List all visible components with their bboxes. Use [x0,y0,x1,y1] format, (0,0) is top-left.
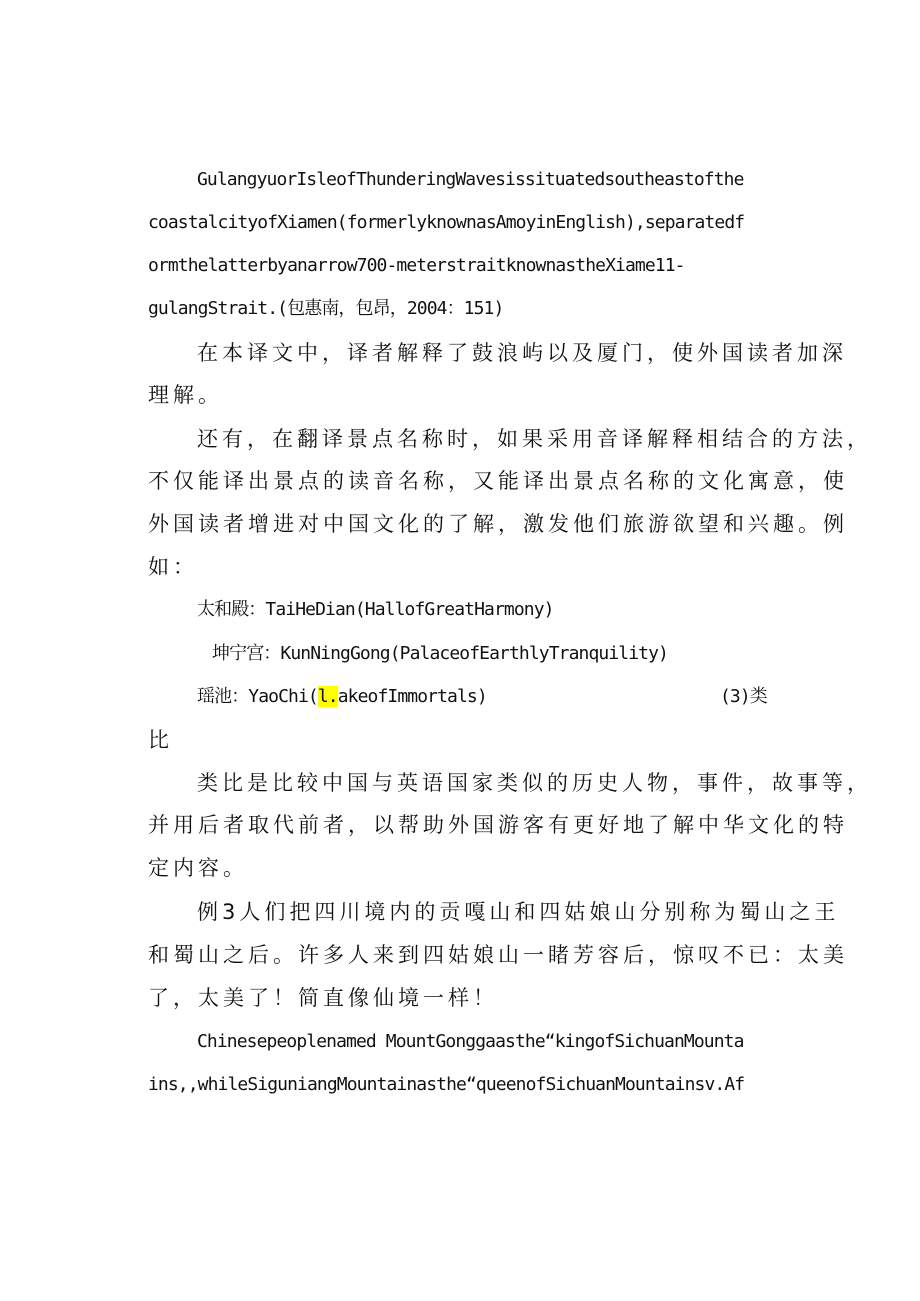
p3-line-4: 如： [148,555,198,579]
p2-line-2: 理解。 [148,383,223,407]
p5-line-3: 了，太美了！简直像仙境一样！ [148,986,498,1010]
p2-line-1: 在本译文中，译者解释了鼓浪屿以及厦门，使外国读者加深 [197,341,847,365]
section-heading-end: 比 [148,728,173,752]
p4-line-3: 定内容。 [148,856,248,880]
p4-line-1: 类比是比较中国与英语国家类似的历史人物，事件，故事等， [197,771,872,795]
p3-line-1: 还有，在翻译景点名称时，如果采用音译解释相结合的方法， [197,427,872,451]
example-yaochi-prefix: 瑶池：YaoChi( [197,686,318,707]
p1-line-2: coastalcityofXiamen(formerlyknownasAmoyinEnglish),separatedf [148,212,745,233]
example-kunninggong: 坤宁宫：KunNingGong(PalaceofEarthlyTranquility) [212,643,668,664]
example-yaochi-suffix: akeofImmortals) [337,686,487,707]
section-heading-number: (3)类 [720,686,767,707]
p1-line-1: GulangyuorIsleofThunderingWavesissituatedsoutheastofthe [197,169,744,190]
p5-line-1: 例3人们把四川境内的贡嘎山和四姑娘山分别称为蜀山之王 [197,900,840,924]
p3-line-2: 不仅能译出景点的读音名称，又能译出景点名称的文化寓意，使 [148,469,848,493]
highlighted-text: l. [317,686,338,707]
p6-line-2: ins,,whileSiguniangMountainasthe“queenofSichuanMountainsv.Af [148,1074,745,1095]
p6-line-1: Chinesepeoplenamed MountGonggaasthe“kingofSichuanMounta [197,1031,744,1052]
example-yaochi [197,682,487,712]
p5-line-2: 和蜀山之后。许多人来到四姑娘山一睹芳容后，惊叹不已：太美 [148,943,848,967]
p4-line-2: 并用后者取代前者，以帮助外国游客有更好地了解中华文化的特 [148,813,848,837]
example-taihedian: 太和殿：TaiHeDian(HallofGreatHarmony) [197,599,554,620]
p3-line-3: 外国读者增进对中国文化的了解，激发他们旅游欲望和兴趣。例 [148,512,848,536]
p1-line-3: ormthelatterbyanarrow700-meterstraitknownastheXiame11- [148,255,685,276]
p1-line-4: gulangStrait.(包惠南，包昂，2004：151) [148,298,504,319]
